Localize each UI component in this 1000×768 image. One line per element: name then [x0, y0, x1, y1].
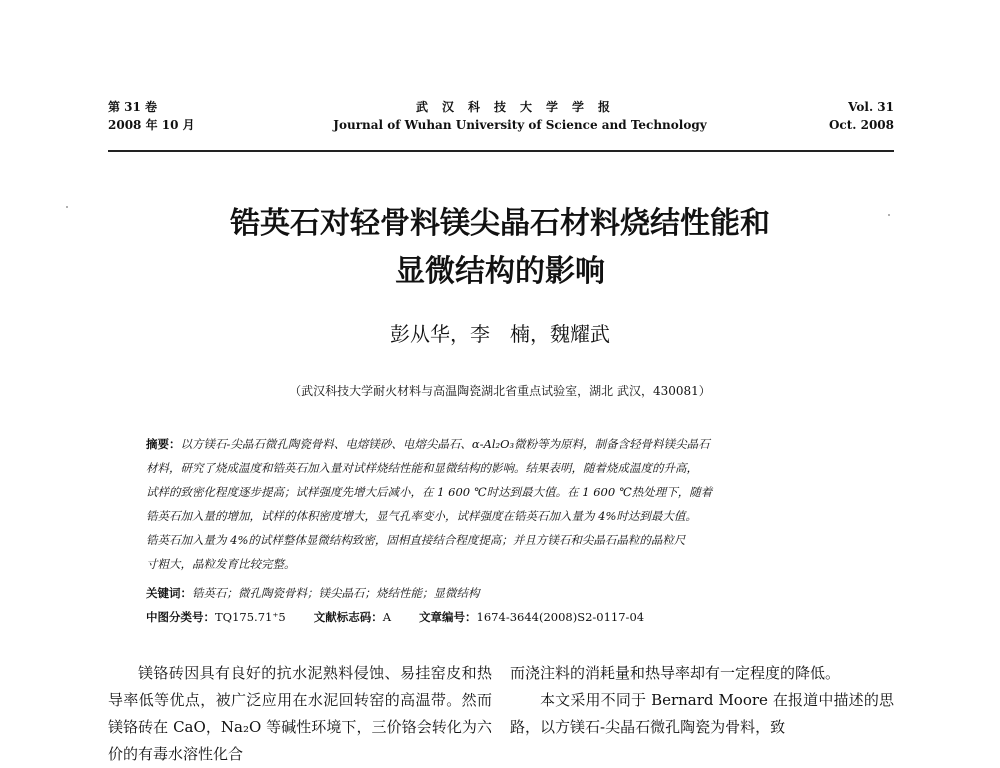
journal-name-en: Journal of Wuhan University of Science and Technology	[333, 118, 707, 132]
body-paragraph: 本文采用不同于 Bernard Moore 在报道中描述的思路，以方镁石-尖晶石微孔陶瓷为骨料，致	[510, 691, 894, 736]
abstract-line: 试样的致密化程度逐步提高；试样强度先增大后减小，在 1 600 ℃时达到最大值。在 1 600 ℃热处理下，随着	[146, 485, 713, 499]
doc-code-label: 文献标志码：	[313, 610, 383, 624]
volume-cn: 第 31 卷	[108, 100, 158, 114]
journal-name-cn: 武汉科技大学学报	[415, 100, 624, 114]
abstract-label: 摘要：	[146, 437, 181, 451]
keywords-text: 锆英石；微孔陶瓷骨料；镁尖晶石；烧结性能；显微结构	[192, 586, 480, 600]
title-line-1: 锆英石对轻骨料镁尖晶石材料烧结性能和	[230, 206, 770, 241]
article-no-label: 文章编号：	[419, 610, 477, 624]
clc-value: TQ175.71⁺5	[215, 610, 286, 624]
keywords-label: 关键词：	[146, 586, 192, 600]
date-cn: 2008 年 10 月	[108, 118, 195, 132]
keywords	[146, 582, 480, 604]
affiliation: （武汉科技大学耐火材料与高温陶瓷湖北省重点试验室，湖北 武汉，430081）	[289, 384, 711, 398]
body-paragraph: 镁铬砖因具有良好的抗水泥熟料侵蚀、易挂窑皮和热导率低等优点，被广泛应用在水泥回转窑的高温带。然而镁铬砖在 CaO，Na₂O 等碱性环境下，三价铬会转化为六价的有毒水溶性化合	[108, 664, 492, 763]
header-right	[829, 98, 894, 134]
body-paragraph: 而浇注料的消耗量和热导率却有一定程度的降低。	[510, 664, 841, 682]
body-left-column	[108, 660, 492, 768]
header-rule	[108, 150, 894, 152]
abstract-line: 寸粗大，晶粒发育比较完整。	[146, 557, 296, 571]
body-right-column	[510, 660, 894, 741]
header-center	[300, 98, 740, 134]
doc-code-value: A	[382, 610, 392, 624]
abstract	[146, 432, 886, 576]
date-en: Oct. 2008	[828, 118, 894, 132]
classification-line	[146, 606, 644, 628]
abstract-line: 摘要：以方镁石-尖晶石微孔陶瓷骨料、电熔镁砂、电熔尖晶石、α-Al₂O₃微粉等为原料，制备含轻骨料镁尖晶石	[146, 437, 710, 451]
abstract-line: 锆英石加入量的增加，试样的体积密度增大，显气孔率变小，试样强度在锆英石加入量为 4%时达到最大值。	[146, 509, 697, 523]
article-no-value: 1674-3644(2008)S2-0117-04	[476, 610, 645, 624]
title-line-2: 显微结构的影响	[395, 254, 605, 289]
volume-en: Vol. 31	[848, 100, 894, 114]
clc-label: 中图分类号：	[146, 610, 215, 624]
paper-title	[100, 200, 900, 296]
authors: 彭从华，李 楠，魏耀武	[390, 322, 610, 346]
scan-speck	[66, 206, 68, 208]
abstract-line: 材料，研究了烧成温度和锆英石加入量对试样烧结性能和显微结构的影响。结果表明，随着烧成温度的升高，	[146, 461, 698, 475]
abstract-line: 锆英石加入量为 4%的试样整体显微结构致密，固相直接结合程度提高；并且方镁石和尖晶石晶粒的晶粒尺	[146, 533, 686, 547]
header-left	[108, 98, 195, 134]
